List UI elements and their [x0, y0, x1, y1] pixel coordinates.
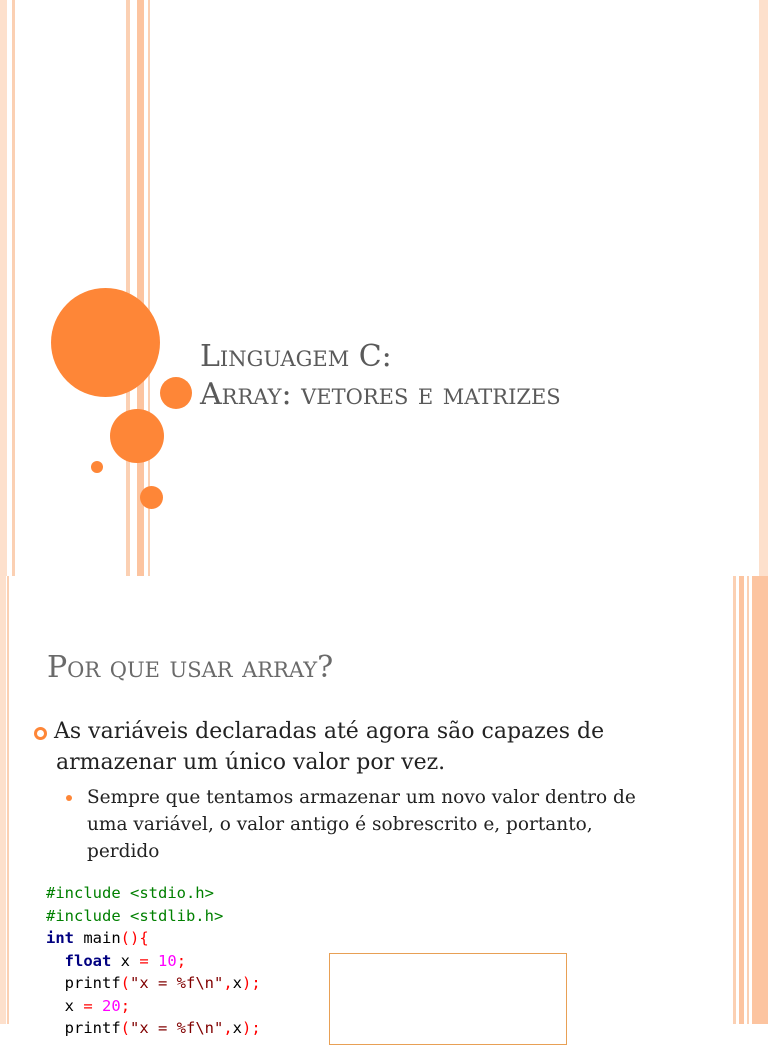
code-token: "x = %f\n" [130, 1019, 224, 1037]
decorative-stripe [739, 576, 744, 1024]
decorative-stripe [752, 576, 768, 1024]
code-token: ( [120, 974, 130, 992]
decorative-circle-small [91, 461, 103, 473]
code-token: "x = %f\n" [130, 974, 224, 992]
code-token: x [111, 951, 140, 970]
code-line [46, 972, 261, 995]
code-token: float [64, 951, 112, 970]
code-token [46, 952, 65, 970]
decorative-circle-large [51, 288, 160, 397]
bullet-dot-icon [66, 795, 72, 801]
code-line [46, 927, 261, 950]
code-line [46, 995, 261, 1018]
code-token: ); [242, 1019, 261, 1037]
code-token: , [223, 974, 233, 992]
code-token [149, 952, 158, 970]
decorative-stripe [747, 576, 749, 1024]
code-token: int [46, 929, 74, 947]
code-token: #include <stdlib.h> [46, 906, 224, 925]
code-token: ); [242, 974, 261, 992]
code-token: #include <stdio.h> [46, 884, 214, 902]
code-token: ( [120, 1019, 130, 1037]
code-token: ; [176, 951, 187, 970]
bullet-level1-text: As variáveis declaradas até agora são capazes de armazenar um único valor por vez. [54, 719, 605, 775]
decorative-stripe [0, 0, 7, 576]
code-line [46, 882, 261, 905]
decorative-stripe [733, 576, 736, 1024]
slide-title-line2: Array: vetores e matrizes [200, 377, 561, 412]
decorative-stripe [759, 0, 768, 576]
bullet-level1 [56, 716, 636, 778]
code-token [93, 997, 102, 1015]
output-box [329, 953, 567, 1045]
code-token: x [232, 1019, 243, 1037]
code-token: 10 [158, 951, 177, 970]
code-token: x [46, 996, 84, 1015]
decorative-stripe [126, 0, 130, 576]
code-token: printf [46, 1019, 121, 1037]
decorative-stripe [12, 0, 15, 576]
code-token: main [74, 929, 121, 947]
code-token: printf [46, 974, 121, 992]
decorative-stripe [7, 576, 9, 1024]
slide-title [200, 338, 561, 414]
decorative-circle [160, 377, 192, 409]
code-token: (){ [120, 929, 149, 947]
slide-heading: Por que usar array? [47, 650, 334, 685]
decorative-stripe [0, 576, 6, 1024]
code-line [46, 905, 261, 928]
code-token: , [223, 1019, 233, 1037]
code-line [46, 950, 261, 973]
code-token: = [139, 951, 149, 970]
decorative-circle [110, 409, 164, 463]
slide-title-line1: Linguagem C: [200, 339, 392, 374]
code-token: x [232, 974, 243, 992]
code-token: ; [120, 996, 131, 1015]
decorative-circle [140, 486, 163, 509]
code-token: = [83, 996, 93, 1015]
code-block [46, 882, 261, 1040]
code-token: 20 [102, 996, 121, 1015]
bullet-ring-icon [34, 727, 47, 740]
bullet-level2: Sempre que tentamos armazenar um novo valor dentro de uma variável, o valor antigo é sobrescrito e, portanto, perdido [87, 787, 636, 862]
code-line [46, 1017, 261, 1040]
